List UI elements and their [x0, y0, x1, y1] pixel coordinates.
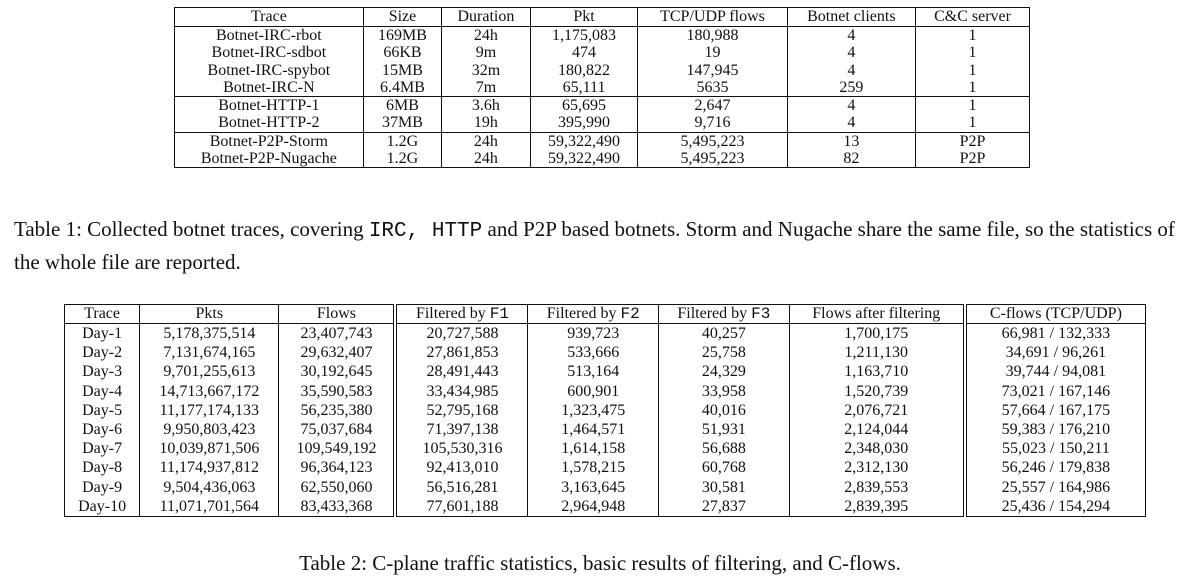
table2-header-trace: Trace — [65, 305, 140, 324]
cell-filtered-f3: 33,958 — [659, 382, 790, 401]
cell-filtered-f3: 40,257 — [659, 324, 790, 344]
cell-size: 37MB — [363, 114, 441, 132]
cell-clients: 259 — [787, 79, 916, 97]
table-row — [65, 362, 1146, 381]
table2-header-cflows: C-flows (TCP/UDP) — [965, 305, 1146, 324]
cell-trace: Day-2 — [82, 344, 123, 362]
table2-header-row — [65, 305, 1146, 324]
cell-cflows: 39,744 / 94,081 — [965, 362, 1146, 381]
cell-cc-server: 1 — [916, 97, 1030, 115]
table2-header-flows: Flows — [279, 305, 395, 324]
cell-pkts: 11,177,174,133 — [140, 401, 279, 420]
cell-duration: 7m — [442, 79, 531, 97]
cell-size: 1.2G — [363, 132, 441, 150]
cell-cc-server: 1 — [916, 79, 1030, 97]
cell-cc-server: 1 — [916, 62, 1030, 79]
table1-header-duration: Duration — [442, 8, 531, 27]
cell-filtered-f2: 939,723 — [528, 324, 659, 344]
table1-header-pkt: Pkt — [530, 8, 638, 27]
cell-flows-after: 2,312,130 — [789, 458, 965, 477]
cell-flows-after: 1,700,175 — [789, 324, 965, 344]
cell-pkts: 11,174,937,812 — [140, 458, 279, 477]
cell-filtered-f1: 105,530,316 — [395, 439, 527, 458]
botnet-traces-table — [174, 7, 1030, 168]
f3-code: F3 — [751, 305, 771, 323]
cell-clients: 4 — [787, 44, 916, 61]
cell-trace: Day-6 — [82, 421, 123, 439]
cell-filtered-f3: 27,837 — [659, 497, 790, 517]
cell-filtered-f3: 25,758 — [659, 343, 790, 362]
cell-flows: 30,192,645 — [279, 362, 395, 381]
cell-flows: 23,407,743 — [279, 324, 395, 344]
table2-header-flows-after: Flows after filtering — [789, 305, 965, 324]
cell-pkt: 180,822 — [530, 62, 638, 79]
cell-size: 6MB — [363, 97, 441, 115]
cell-trace: Botnet-P2P-Storm — [175, 132, 364, 150]
cell-trace: Day-3 — [82, 363, 123, 381]
table2-header-filtered-f1 — [395, 305, 527, 324]
cell-duration: 24h — [442, 132, 531, 150]
cell-clients: 4 — [787, 62, 916, 79]
cell-trace: Day-4 — [82, 382, 123, 400]
cell-flows: 35,590,583 — [279, 382, 395, 401]
cell-trace: Day-7 — [82, 440, 123, 458]
cell-filtered-f1: 77,601,188 — [395, 497, 527, 517]
cell-flows-after: 2,839,553 — [789, 478, 965, 497]
cell-flows: 29,632,407 — [279, 343, 395, 362]
cell-flows-after: 2,348,030 — [789, 439, 965, 458]
cplane-traffic-table — [64, 304, 1146, 517]
table-row — [175, 97, 1030, 115]
cell-filtered-f2: 533,666 — [528, 343, 659, 362]
f1-code: F1 — [489, 305, 509, 323]
cell-filtered-f2: 1,323,475 — [528, 401, 659, 420]
table2-body — [65, 324, 1146, 517]
cell-filtered-f3: 40,016 — [659, 401, 790, 420]
cell-filtered-f1: 28,491,443 — [395, 362, 527, 381]
cell-flows-after: 1,211,130 — [789, 343, 965, 362]
cell-filtered-f3: 24,329 — [659, 362, 790, 381]
cell-pkts: 9,950,803,423 — [140, 420, 279, 439]
cell-cflows: 73,021 / 167,146 — [965, 382, 1146, 401]
cell-duration: 9m — [442, 44, 531, 61]
caption1-text-start: Table 1: Collected botnet traces, covering — [14, 217, 369, 241]
table-row — [65, 458, 1146, 477]
table1-header-row — [175, 8, 1030, 27]
cell-duration: 32m — [442, 62, 531, 79]
cell-pkt: 59,322,490 — [530, 150, 638, 168]
cell-filtered-f1: 27,861,853 — [395, 343, 527, 362]
cell-filtered-f1: 71,397,138 — [395, 420, 527, 439]
cell-flows: 5635 — [638, 79, 787, 97]
cell-cflows: 55,023 / 150,211 — [965, 439, 1146, 458]
cell-size: 1.2G — [363, 150, 441, 168]
cell-cc-server: P2P — [916, 132, 1030, 150]
cell-flows-after: 2,839,395 — [789, 497, 965, 517]
cell-cc-server: 1 — [916, 44, 1030, 61]
cell-filtered-f1: 92,413,010 — [395, 458, 527, 477]
table1-caption — [14, 214, 1194, 277]
cell-duration: 24h — [442, 27, 531, 45]
table-row — [65, 382, 1146, 401]
cell-flows: 9,716 — [638, 114, 787, 132]
table-row — [65, 343, 1146, 362]
cell-pkt: 1,175,083 — [530, 27, 638, 45]
cell-clients: 4 — [787, 97, 916, 115]
cell-flows: 180,988 — [638, 27, 787, 45]
cell-filtered-f3: 56,688 — [659, 439, 790, 458]
table1-header-clients: Botnet clients — [787, 8, 916, 27]
cell-filtered-f1: 20,727,588 — [395, 324, 527, 344]
cell-filtered-f1: 52,795,168 — [395, 401, 527, 420]
cell-trace: Botnet-IRC-rbot — [215, 27, 322, 44]
table1-header-size: Size — [363, 8, 441, 27]
cell-flows: 96,364,123 — [279, 458, 395, 477]
cell-clients: 13 — [787, 132, 916, 150]
cell-filtered-f1: 56,516,281 — [395, 478, 527, 497]
cell-duration: 3.6h — [442, 97, 531, 115]
cell-pkts: 11,071,701,564 — [140, 497, 279, 517]
cell-flows: 62,550,060 — [279, 478, 395, 497]
f1-label: Filtered by — [415, 305, 490, 322]
cell-pkts: 7,131,674,165 — [140, 343, 279, 362]
cell-pkts: 9,701,255,613 — [140, 362, 279, 381]
cell-trace: Day-10 — [78, 497, 127, 515]
cell-flows-after: 2,124,044 — [789, 420, 965, 439]
cell-filtered-f2: 3,163,645 — [528, 478, 659, 497]
cell-cflows: 56,246 / 179,838 — [965, 458, 1146, 477]
cell-size: 66KB — [363, 44, 441, 61]
cell-flows-after: 1,163,710 — [789, 362, 965, 381]
cell-trace: Day-9 — [82, 478, 123, 496]
cell-flows: 19 — [638, 44, 787, 61]
table2-caption: Table 2: C-plane traffic statistics, basic results of filtering, and C-flows. — [299, 551, 901, 575]
f2-code: F2 — [620, 305, 640, 323]
cell-cflows: 25,557 / 164,986 — [965, 478, 1146, 497]
cell-trace: Day-1 — [82, 325, 123, 342]
table1-header-cc-server: C&C server — [916, 8, 1030, 27]
cell-cflows: 25,436 / 154,294 — [965, 497, 1146, 517]
cell-cflows: 66,981 / 132,333 — [965, 324, 1146, 344]
table-row — [175, 27, 1030, 45]
cell-flows-after: 1,520,739 — [789, 382, 965, 401]
cell-trace: Botnet-P2P-Nugache — [200, 150, 337, 168]
cell-clients: 4 — [787, 27, 916, 45]
cell-trace: Day-5 — [82, 401, 123, 419]
table-row — [65, 401, 1146, 420]
cell-trace: Botnet-IRC-spybot — [207, 61, 331, 79]
cell-pkt: 65,111 — [530, 79, 638, 97]
caption1-text-end: and P2P based botnets. Storm and Nugache share the same file, so the statistics of the whole file are reported. — [14, 217, 1175, 274]
table2-header-pkts: Pkts — [140, 305, 279, 324]
cell-cc-server: 1 — [916, 27, 1030, 45]
cell-filtered-f2: 2,964,948 — [528, 497, 659, 517]
table1-body — [175, 27, 1030, 168]
cell-duration: 19h — [442, 114, 531, 132]
cell-clients: 82 — [787, 150, 916, 168]
cell-clients: 4 — [787, 114, 916, 132]
table-row — [175, 44, 1030, 61]
cell-pkts: 14,713,667,172 — [140, 382, 279, 401]
cell-filtered-f3: 30,581 — [659, 478, 790, 497]
table-row — [175, 79, 1030, 97]
cell-flows: 5,495,223 — [638, 132, 787, 150]
cell-trace: Botnet-IRC-sdbot — [211, 44, 327, 62]
cell-filtered-f2: 1,578,215 — [528, 458, 659, 477]
cell-filtered-f2: 513,164 — [528, 362, 659, 381]
table1-header-trace: Trace — [175, 8, 364, 27]
cell-filtered-f2: 600,901 — [528, 382, 659, 401]
cell-flows: 147,945 — [638, 62, 787, 79]
cell-trace: Botnet-HTTP-1 — [175, 97, 364, 115]
cell-duration: 24h — [442, 150, 531, 168]
cell-cflows: 34,691 / 96,261 — [965, 343, 1146, 362]
cell-flows: 5,495,223 — [638, 150, 787, 168]
table-row — [175, 132, 1030, 150]
cell-flows: 56,235,380 — [279, 401, 395, 420]
cell-cc-server: P2P — [916, 150, 1030, 168]
cell-pkts: 10,039,871,506 — [140, 439, 279, 458]
cell-trace: Botnet-HTTP-2 — [218, 114, 320, 132]
cell-flows: 75,037,684 — [279, 420, 395, 439]
table2-header-filtered-f2 — [528, 305, 659, 324]
table-row — [65, 324, 1146, 344]
cell-filtered-f1: 33,434,985 — [395, 382, 527, 401]
cell-size: 169MB — [363, 27, 441, 45]
cell-size: 6.4MB — [363, 79, 441, 97]
cell-flows-after: 2,076,721 — [789, 401, 965, 420]
table1-header-flows: TCP/UDP flows — [638, 8, 787, 27]
cell-flows: 83,433,368 — [279, 497, 395, 517]
caption1-code: IRC, HTTP — [368, 220, 483, 243]
cell-pkt: 395,990 — [530, 114, 638, 132]
cell-pkt: 474 — [530, 44, 638, 61]
f2-label: Filtered by — [546, 305, 621, 322]
cell-pkt: 59,322,490 — [530, 132, 638, 150]
table-row — [175, 150, 1030, 168]
table-row — [65, 478, 1146, 497]
f3-label: Filtered by — [677, 305, 752, 322]
cell-filtered-f2: 1,614,158 — [528, 439, 659, 458]
cell-filtered-f3: 60,768 — [659, 458, 790, 477]
table-row — [65, 420, 1146, 439]
table-row — [65, 439, 1146, 458]
cell-pkts: 5,178,375,514 — [140, 324, 279, 344]
table-row — [175, 114, 1030, 132]
cell-filtered-f3: 51,931 — [659, 420, 790, 439]
cell-cflows: 59,383 / 176,210 — [965, 420, 1146, 439]
cell-trace: Botnet-IRC-N — [223, 78, 315, 96]
cell-cc-server: 1 — [916, 114, 1030, 132]
table-row — [65, 497, 1146, 517]
cell-pkts: 9,504,436,063 — [140, 478, 279, 497]
cell-cflows: 57,664 / 167,175 — [965, 401, 1146, 420]
cell-size: 15MB — [363, 62, 441, 79]
cell-filtered-f2: 1,464,571 — [528, 420, 659, 439]
table-row — [175, 62, 1030, 79]
cell-flows: 2,647 — [638, 97, 787, 115]
cell-pkt: 65,695 — [530, 97, 638, 115]
cell-trace: Day-8 — [82, 459, 123, 477]
table2-header-filtered-f3 — [659, 305, 790, 324]
cell-flows: 109,549,192 — [279, 439, 395, 458]
